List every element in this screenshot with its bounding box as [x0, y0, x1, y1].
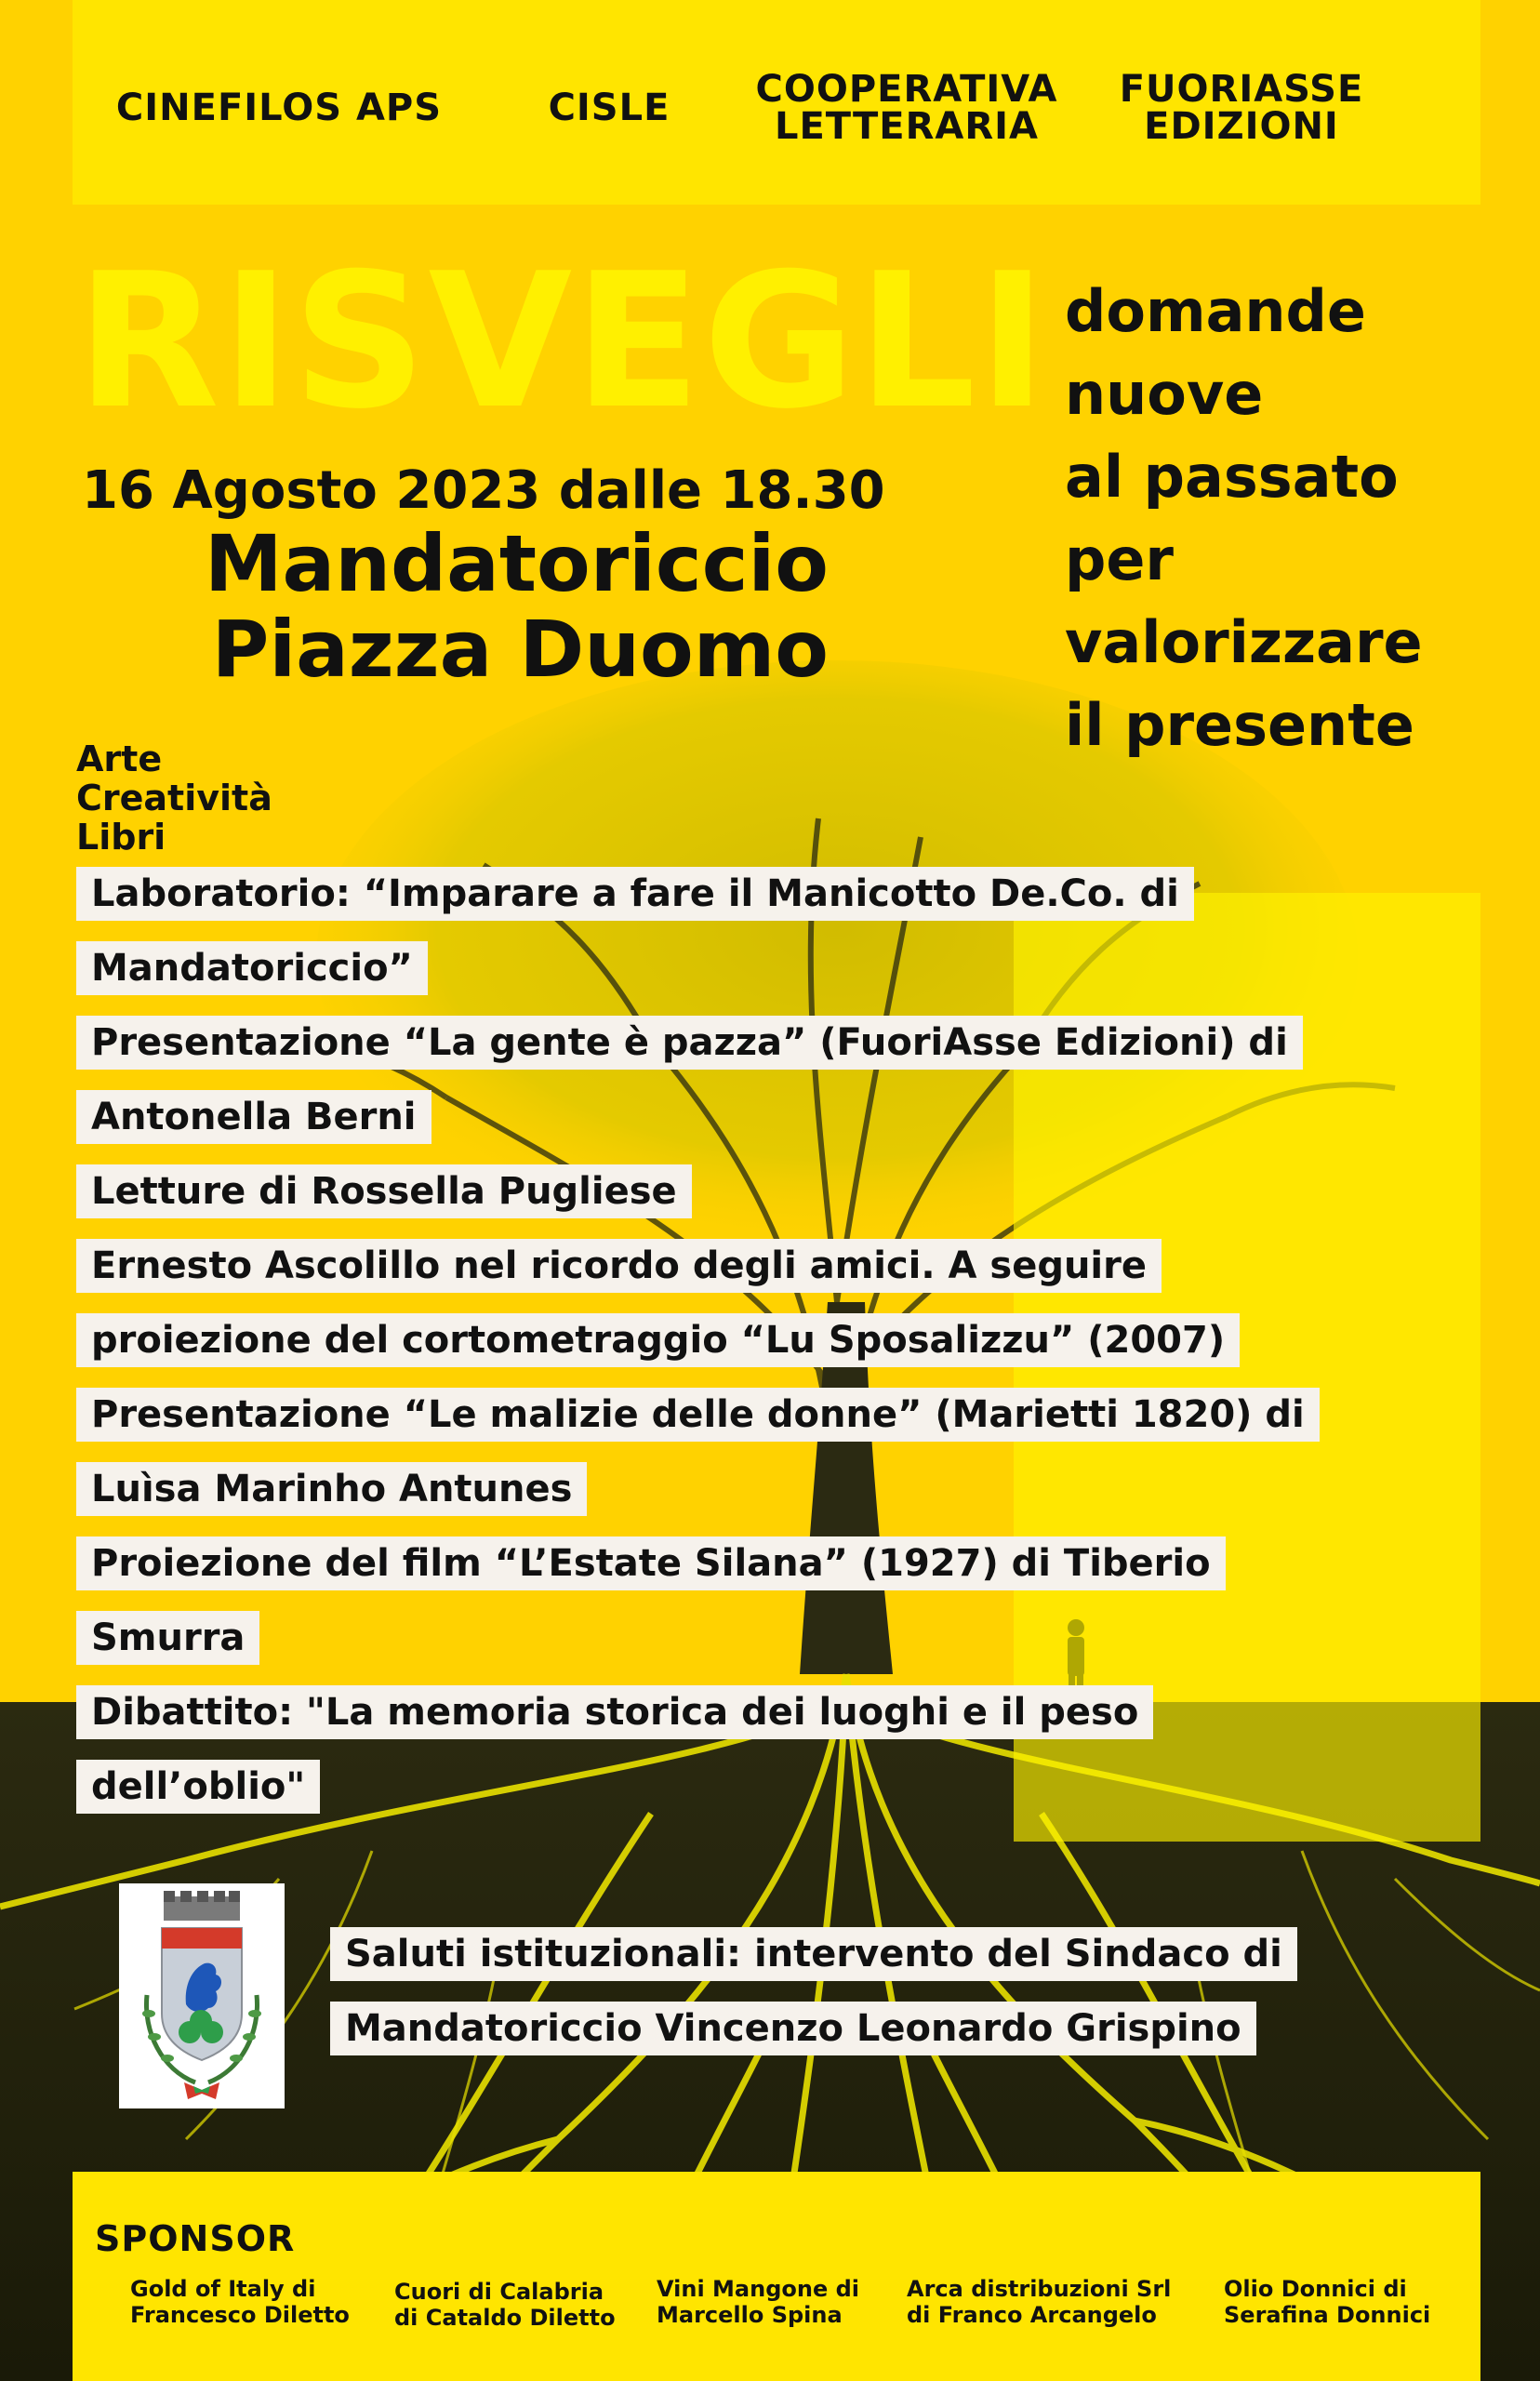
- event-date: 16 Agosto 2023 dalle 18.30: [82, 460, 885, 521]
- event-venue: Mandatoriccio Piazza Duomo: [204, 518, 829, 695]
- municipal-crest: [119, 1883, 285, 2108]
- program-line: Dibattito: "La memoria storica dei luoghi e il peso: [76, 1685, 1153, 1739]
- program-line: Luìsa Marinho Antunes: [76, 1462, 587, 1516]
- organizer-cisle: CISLE: [548, 86, 670, 129]
- greetings-line: Saluti istituzionali: intervento del Sindaco di: [330, 1927, 1297, 1981]
- institutional-greetings: [330, 1927, 1297, 2076]
- program-line: Antonella Berni: [76, 1090, 431, 1144]
- event-themes: Arte Creatività Libri: [76, 738, 272, 858]
- program-line: Ernesto Ascolillo nel ricordo degli amici. A seguire: [76, 1239, 1162, 1293]
- program-line: dell’oblio": [76, 1760, 320, 1814]
- organizer-cinefilos: CINEFILOS APS: [115, 86, 443, 129]
- sponsor-vini-mangone: Vini Mangone di Marcello Spina: [657, 2276, 860, 2328]
- sponsor-gold-of-italy: Gold of Italy di Francesco Diletto: [130, 2276, 350, 2328]
- program-line: proiezione del cortometraggio “Lu Sposalizzu” (2007): [76, 1313, 1240, 1367]
- program-line: Presentazione “La gente è pazza” (FuoriAsse Edizioni) di: [76, 1016, 1303, 1070]
- program-line: Laboratorio: “Imparare a fare il Manicotto De.Co. di: [76, 867, 1194, 921]
- event-title: RISVEGLI: [76, 233, 1049, 450]
- organizer-fuoriasse-edizioni: FUORIASSE EDIZIONI: [1119, 68, 1364, 148]
- sponsor-arca-distribuzioni: Arca distribuzioni Srl di Franco Arcangelo: [907, 2276, 1172, 2328]
- coat-of-arms-icon: [119, 1883, 285, 2108]
- event-tagline: domande nuove al passato per valorizzare il presente: [1065, 277, 1423, 759]
- program-line: Letture di Rossella Pugliese: [76, 1164, 692, 1218]
- program-line: Proiezione del film “L’Estate Silana” (1927) di Tiberio: [76, 1536, 1226, 1590]
- organizer-cooperativa-letteraria: COOPERATIVA LETTERARIA: [755, 68, 1058, 148]
- greetings-line: Mandatoriccio Vincenzo Leonardo Grispino: [330, 2002, 1256, 2055]
- sponsor-cuori-di-calabria: Cuori di Calabria di Cataldo Diletto: [394, 2279, 616, 2331]
- program-line: Mandatoriccio”: [76, 941, 428, 995]
- program-list: [76, 867, 1320, 1834]
- program-line: Smurra: [76, 1611, 259, 1665]
- sponsor-olio-donnici: Olio Donnici di Serafina Donnici: [1224, 2276, 1431, 2328]
- sponsor-title: SPONSOR: [95, 2218, 296, 2259]
- program-line: Presentazione “Le malizie delle donne” (Marietti 1820) di: [76, 1388, 1320, 1442]
